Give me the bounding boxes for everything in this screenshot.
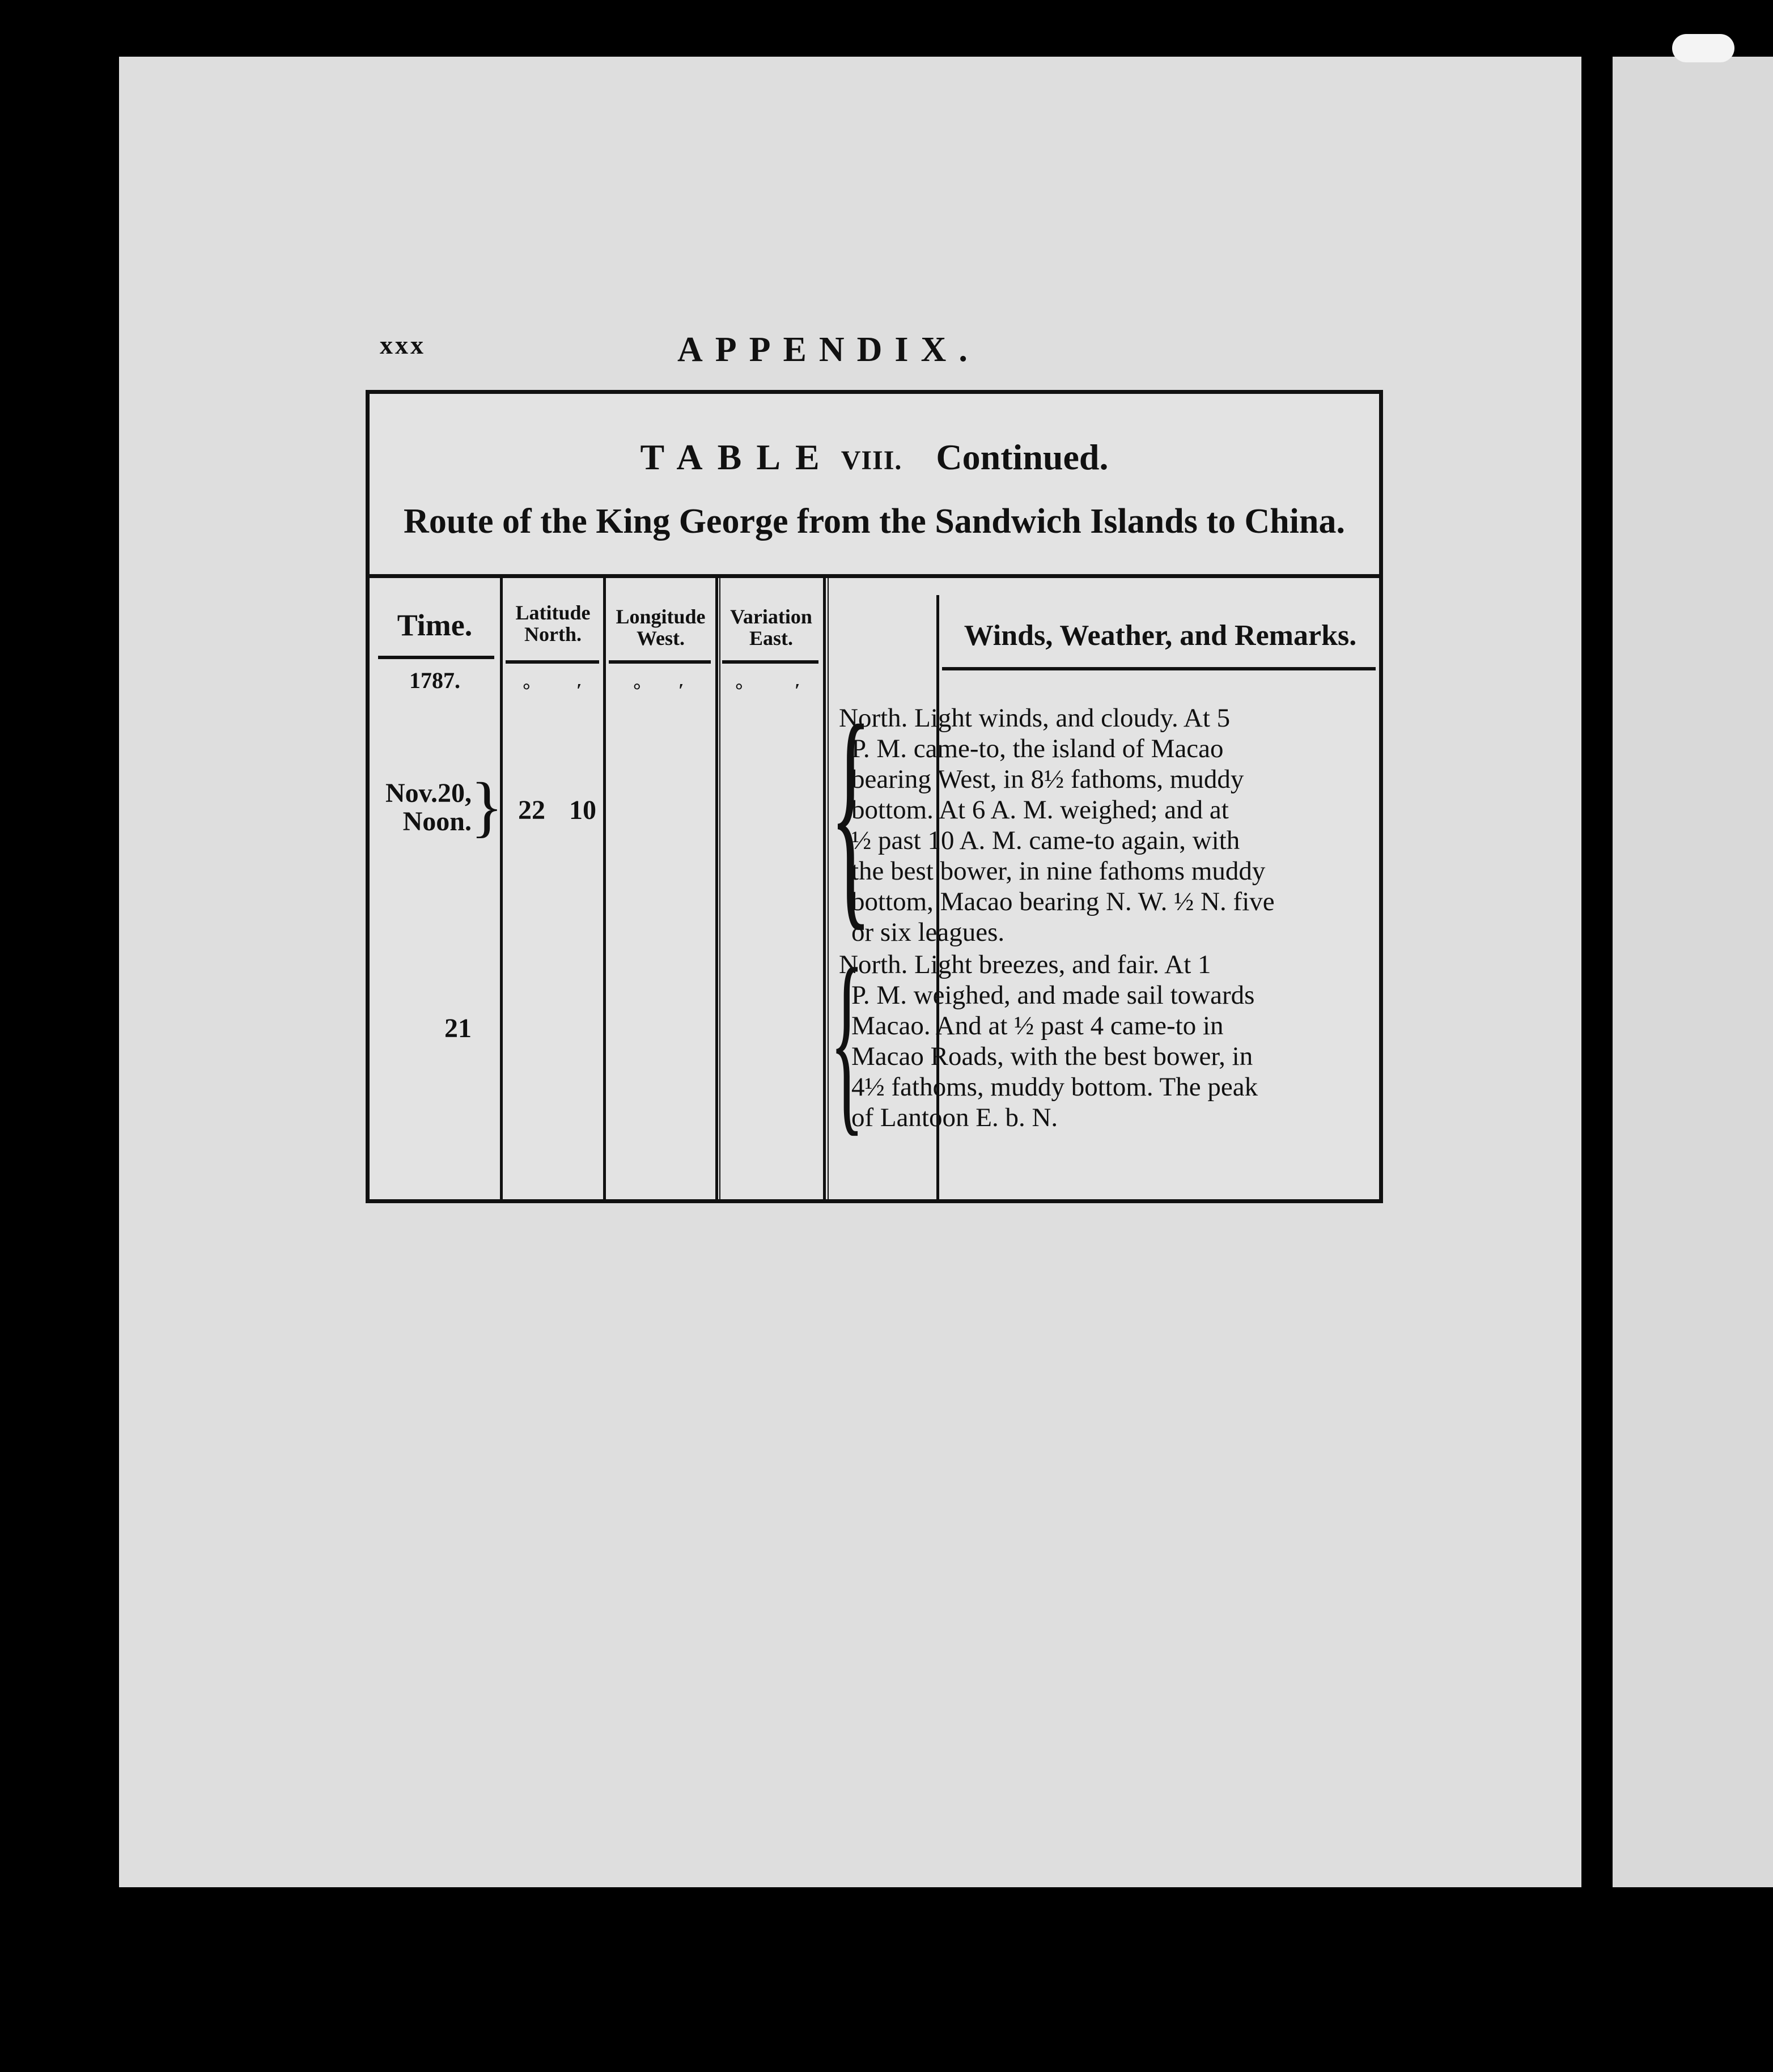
var-degree-mark: ° [735,680,743,701]
row2-remark-line: P. M. weighed, and made sail towards [851,980,1255,1010]
row1-remark-line: the best bower, in nine fathoms muddy [851,856,1266,886]
row2-remarks [839,949,1377,1133]
row2-remark-line: of Lantoon E. b. N. [851,1103,1058,1132]
col-rule-4b [828,574,829,1200]
var-header-underline [722,660,818,664]
header-latitude-line1: Latitude [515,601,591,624]
var-minute-mark: ′ [795,680,800,701]
lat-degree-mark: ° [523,680,531,701]
row1-remark-line: bottom. At 6 A. M. weighed; and at [851,795,1229,825]
header-latitude-line2: North. [524,622,582,646]
page-folio: xxx [380,330,426,359]
running-title: APPENDIX. [677,330,980,369]
row2-remark-line: 4½ fathoms, muddy bottom. The peak [851,1072,1258,1102]
row1-remarks [839,703,1377,948]
col-rule-3b [719,574,720,1200]
row1-remark-line: bottom, Macao bearing N. W. ½ N. five [851,887,1275,916]
time-header-underline [378,656,494,659]
row2-date-line1: 21 [444,1013,472,1043]
row2-remark-line: Macao. And at ½ past 4 came-to in [851,1011,1224,1041]
row1-date-line2: Noon. [402,806,472,837]
row1-date-line1: Nov.20, [385,778,472,808]
col-rule-4 [823,574,826,1200]
col-rule-3 [715,574,718,1200]
row1-remark-line: ½ past 10 A. M. came-to again, with [851,826,1240,855]
year-label: 1787. [409,668,460,693]
lat-header-underline [506,660,599,664]
header-variation [719,606,823,649]
lat-minute-mark: ′ [576,680,582,701]
header-remarks: Winds, Weather, and Remarks. [964,619,1357,652]
remarks-header-underline [942,667,1376,670]
route-table [366,390,1383,1203]
row1-remark-line: North. Light winds, and cloudy. At 5 [839,703,1231,733]
table-title [370,436,1379,478]
header-latitude [503,602,603,646]
header-top-rule [370,574,1379,578]
lon-header-underline [609,660,711,664]
row1-lat-deg: 22 [518,795,545,825]
row1-remark-line: P. M. came-to, the island of Macao [851,734,1224,763]
header-variation-line1: Variation [730,605,812,628]
col-rule-2 [603,574,606,1200]
row2-date [375,1014,472,1043]
running-head [380,330,1071,370]
col-rule-1 [500,574,503,1200]
row1-lat-min: 10 [569,795,596,825]
lon-degree-mark: ° [633,680,641,701]
row2-remark-line: Macao Roads, with the best bower, in [851,1042,1253,1071]
clip-mark [1672,34,1734,62]
table-title-word: TABLE [640,437,834,477]
table-title-number: VIII. [841,445,902,475]
header-longitude-line2: West. [637,626,685,649]
row2-remark-brace: { [830,927,864,1153]
row1-remark-line: or six leagues. [851,918,1005,947]
header-time: Time. [397,608,473,642]
facing-page-edge [1613,57,1773,1887]
table-title-status: Continued. [936,437,1109,477]
header-longitude-line1: Longitude [616,605,706,628]
lon-minute-mark: ′ [678,680,684,701]
row2-remark-line: North. Light breezes, and fair. At 1 [839,950,1211,979]
row1-remark-brace: { [830,675,872,951]
row1-date [375,779,472,837]
table-subtitle: Route of the King George from the Sandwich Islands to China. [404,502,1345,541]
header-longitude [606,606,715,649]
row1-date-brace: } [470,768,503,844]
header-variation-line2: East. [749,626,793,649]
row1-remark-line: bearing West, in 8½ fathoms, muddy [851,765,1244,794]
